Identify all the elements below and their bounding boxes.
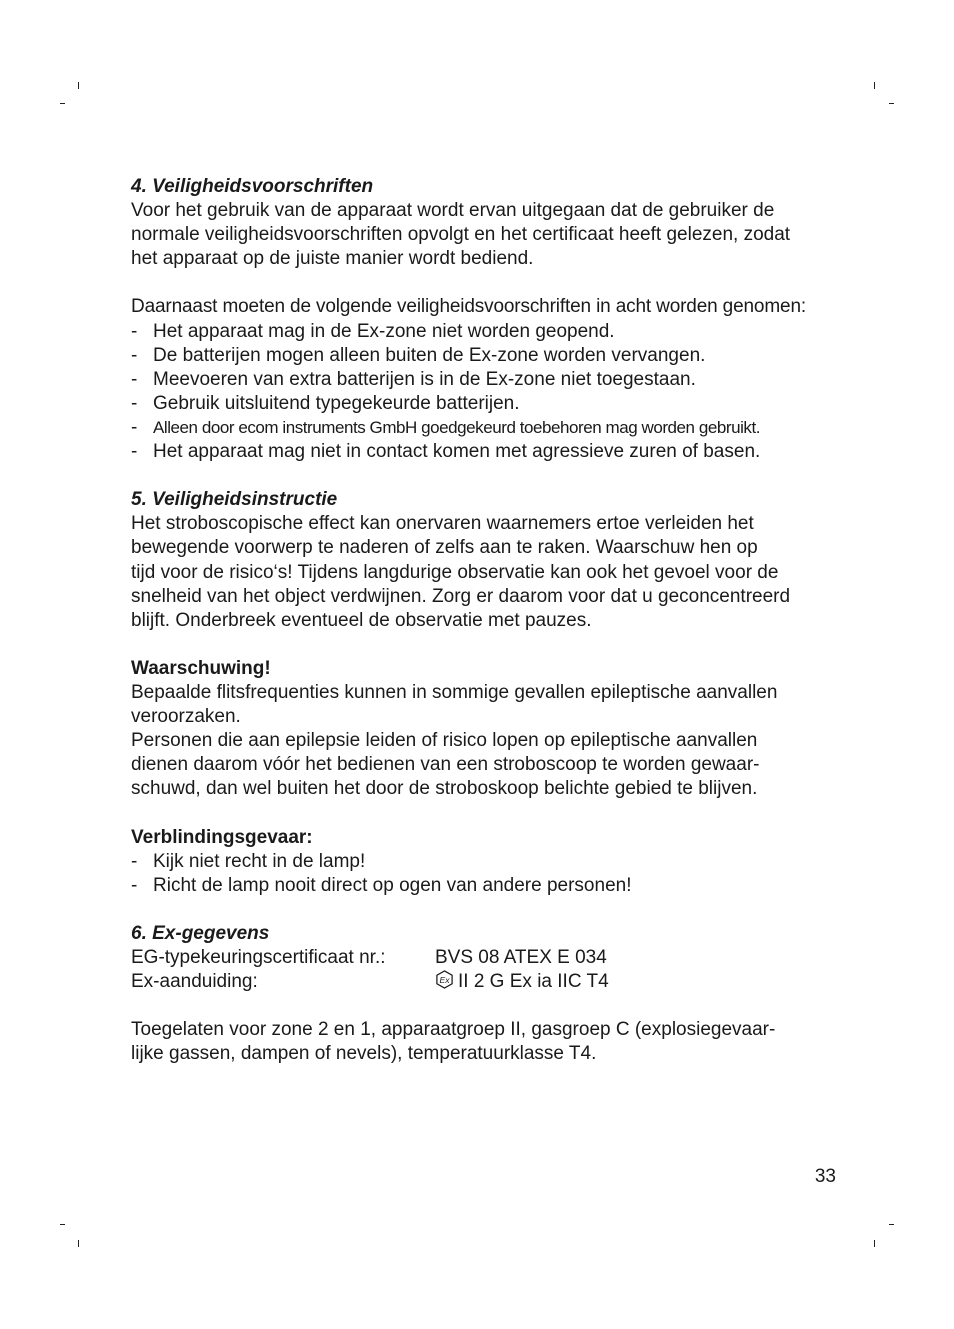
crop-mark: [874, 1240, 875, 1247]
text-line: Personen die aan epilepsie leiden of risico lopen op epileptische aanvallen: [131, 730, 758, 752]
page-content: [131, 175, 846, 1066]
text-line: Het stroboscopische effect kan onervaren waarnemers ertoe verleiden het: [131, 513, 754, 535]
glare-list: [131, 850, 846, 898]
text-line: snelheid van het object verdwijnen. Zorg er daarom voor dat u geconcentreerd: [131, 585, 791, 607]
text-line: Voor het gebruik van de apparaat wordt ervan uitgegaan dat de gebruiker de: [131, 200, 775, 222]
ex-marking-label: Ex-aanduiding:: [131, 971, 258, 993]
ex-marking-value: II 2 G Ex ia IIC T4: [458, 971, 609, 993]
section-6-heading: 6. Ex-gegevens: [131, 922, 270, 944]
ex-symbol-text: Ex: [439, 974, 450, 985]
text-line: bewegende voorwerp te naderen of zelfs aan te raken. Waarschuw hen op: [131, 537, 758, 559]
crop-mark: [874, 82, 875, 89]
section-4-heading: 4. Veiligheidsvoorschriften: [131, 176, 374, 197]
crop-mark: [889, 103, 894, 104]
section-5-paragraph: [131, 512, 846, 632]
safety-rules-list: [131, 320, 846, 465]
certificate-label: EG-typekeuringscertificaat nr.:: [131, 947, 386, 968]
text-line: dienen daarom vóór het bedienen van een stroboscoop te worden gewaar-: [131, 754, 760, 776]
section-4-intro: Daarnaast moeten de volgende veiligheidsvoorschriften in acht worden genomen:: [131, 296, 806, 318]
crop-mark: [889, 1224, 894, 1225]
ex-marking-value-wrap: [435, 970, 609, 994]
list-item: - Meevoeren van extra batterijen is in de Ex-zone niet toegestaan.: [131, 368, 846, 392]
list-item: - Het apparaat mag niet in contact komen met agressieve zuren of basen.: [131, 440, 846, 464]
list-item: - Alleen door ecom instruments GmbH goedgekeurd toebehoren mag worden gebruikt.: [131, 416, 846, 440]
text-line: Toegelaten voor zone 2 en 1, apparaatgroep II, gasgroep C (explosiegevaar-: [131, 1019, 776, 1041]
glare-title: Verblindingsgevaar:: [131, 826, 313, 848]
list-item: - Gebruik uitsluitend typegekeurde batterijen.: [131, 392, 846, 416]
approval-paragraph: [131, 1018, 846, 1066]
crop-mark: [78, 1240, 79, 1247]
text-line: normale veiligheidsvoorschriften opvolgt en het certificaat heeft gelezen, zodat: [131, 224, 791, 246]
text-line: lijke gassen, dampen of nevels), temperatuurklasse T4.: [131, 1043, 597, 1065]
warning-title: Waarschuwing!: [131, 657, 271, 679]
list-item: - Kijk niet recht in de lamp!: [131, 850, 846, 874]
list-item: - De batterijen mogen alleen buiten de Ex-zone worden vervangen.: [131, 344, 846, 368]
ex-hexagon-icon: [435, 970, 454, 989]
certificate-row: [131, 946, 846, 970]
warning-paragraph: [131, 681, 846, 801]
section-4-paragraph: [131, 199, 846, 271]
text-line: tijd voor de risico‘s! Tijdens langdurige observatie kan ook het gevoel voor de: [131, 561, 779, 583]
crop-mark: [60, 103, 65, 104]
page-number: 33: [814, 1166, 836, 1187]
crop-mark: [78, 82, 79, 89]
text-line: blijft. Onderbreek eventueel de observatie met pauzes.: [131, 609, 592, 631]
text-line: het apparaat op de juiste manier wordt bediend.: [131, 248, 534, 270]
section-5-heading: 5. Veiligheidsinstructie: [131, 489, 338, 511]
text-line: Bepaalde flitsfrequenties kunnen in sommige gevallen epileptische aanvallen: [131, 681, 778, 703]
list-item: - Richt de lamp nooit direct op ogen van andere personen!: [131, 874, 846, 898]
list-item: - Het apparaat mag in de Ex-zone niet worden geopend.: [131, 320, 846, 344]
text-line: schuwd, dan wel buiten het door de stroboskoop belichte gebied te blijven.: [131, 778, 758, 800]
crop-mark: [60, 1224, 65, 1225]
ex-marking-row: [131, 970, 846, 994]
certificate-value: BVS 08 ATEX E 034: [435, 947, 607, 968]
text-line: veroorzaken.: [131, 706, 241, 728]
